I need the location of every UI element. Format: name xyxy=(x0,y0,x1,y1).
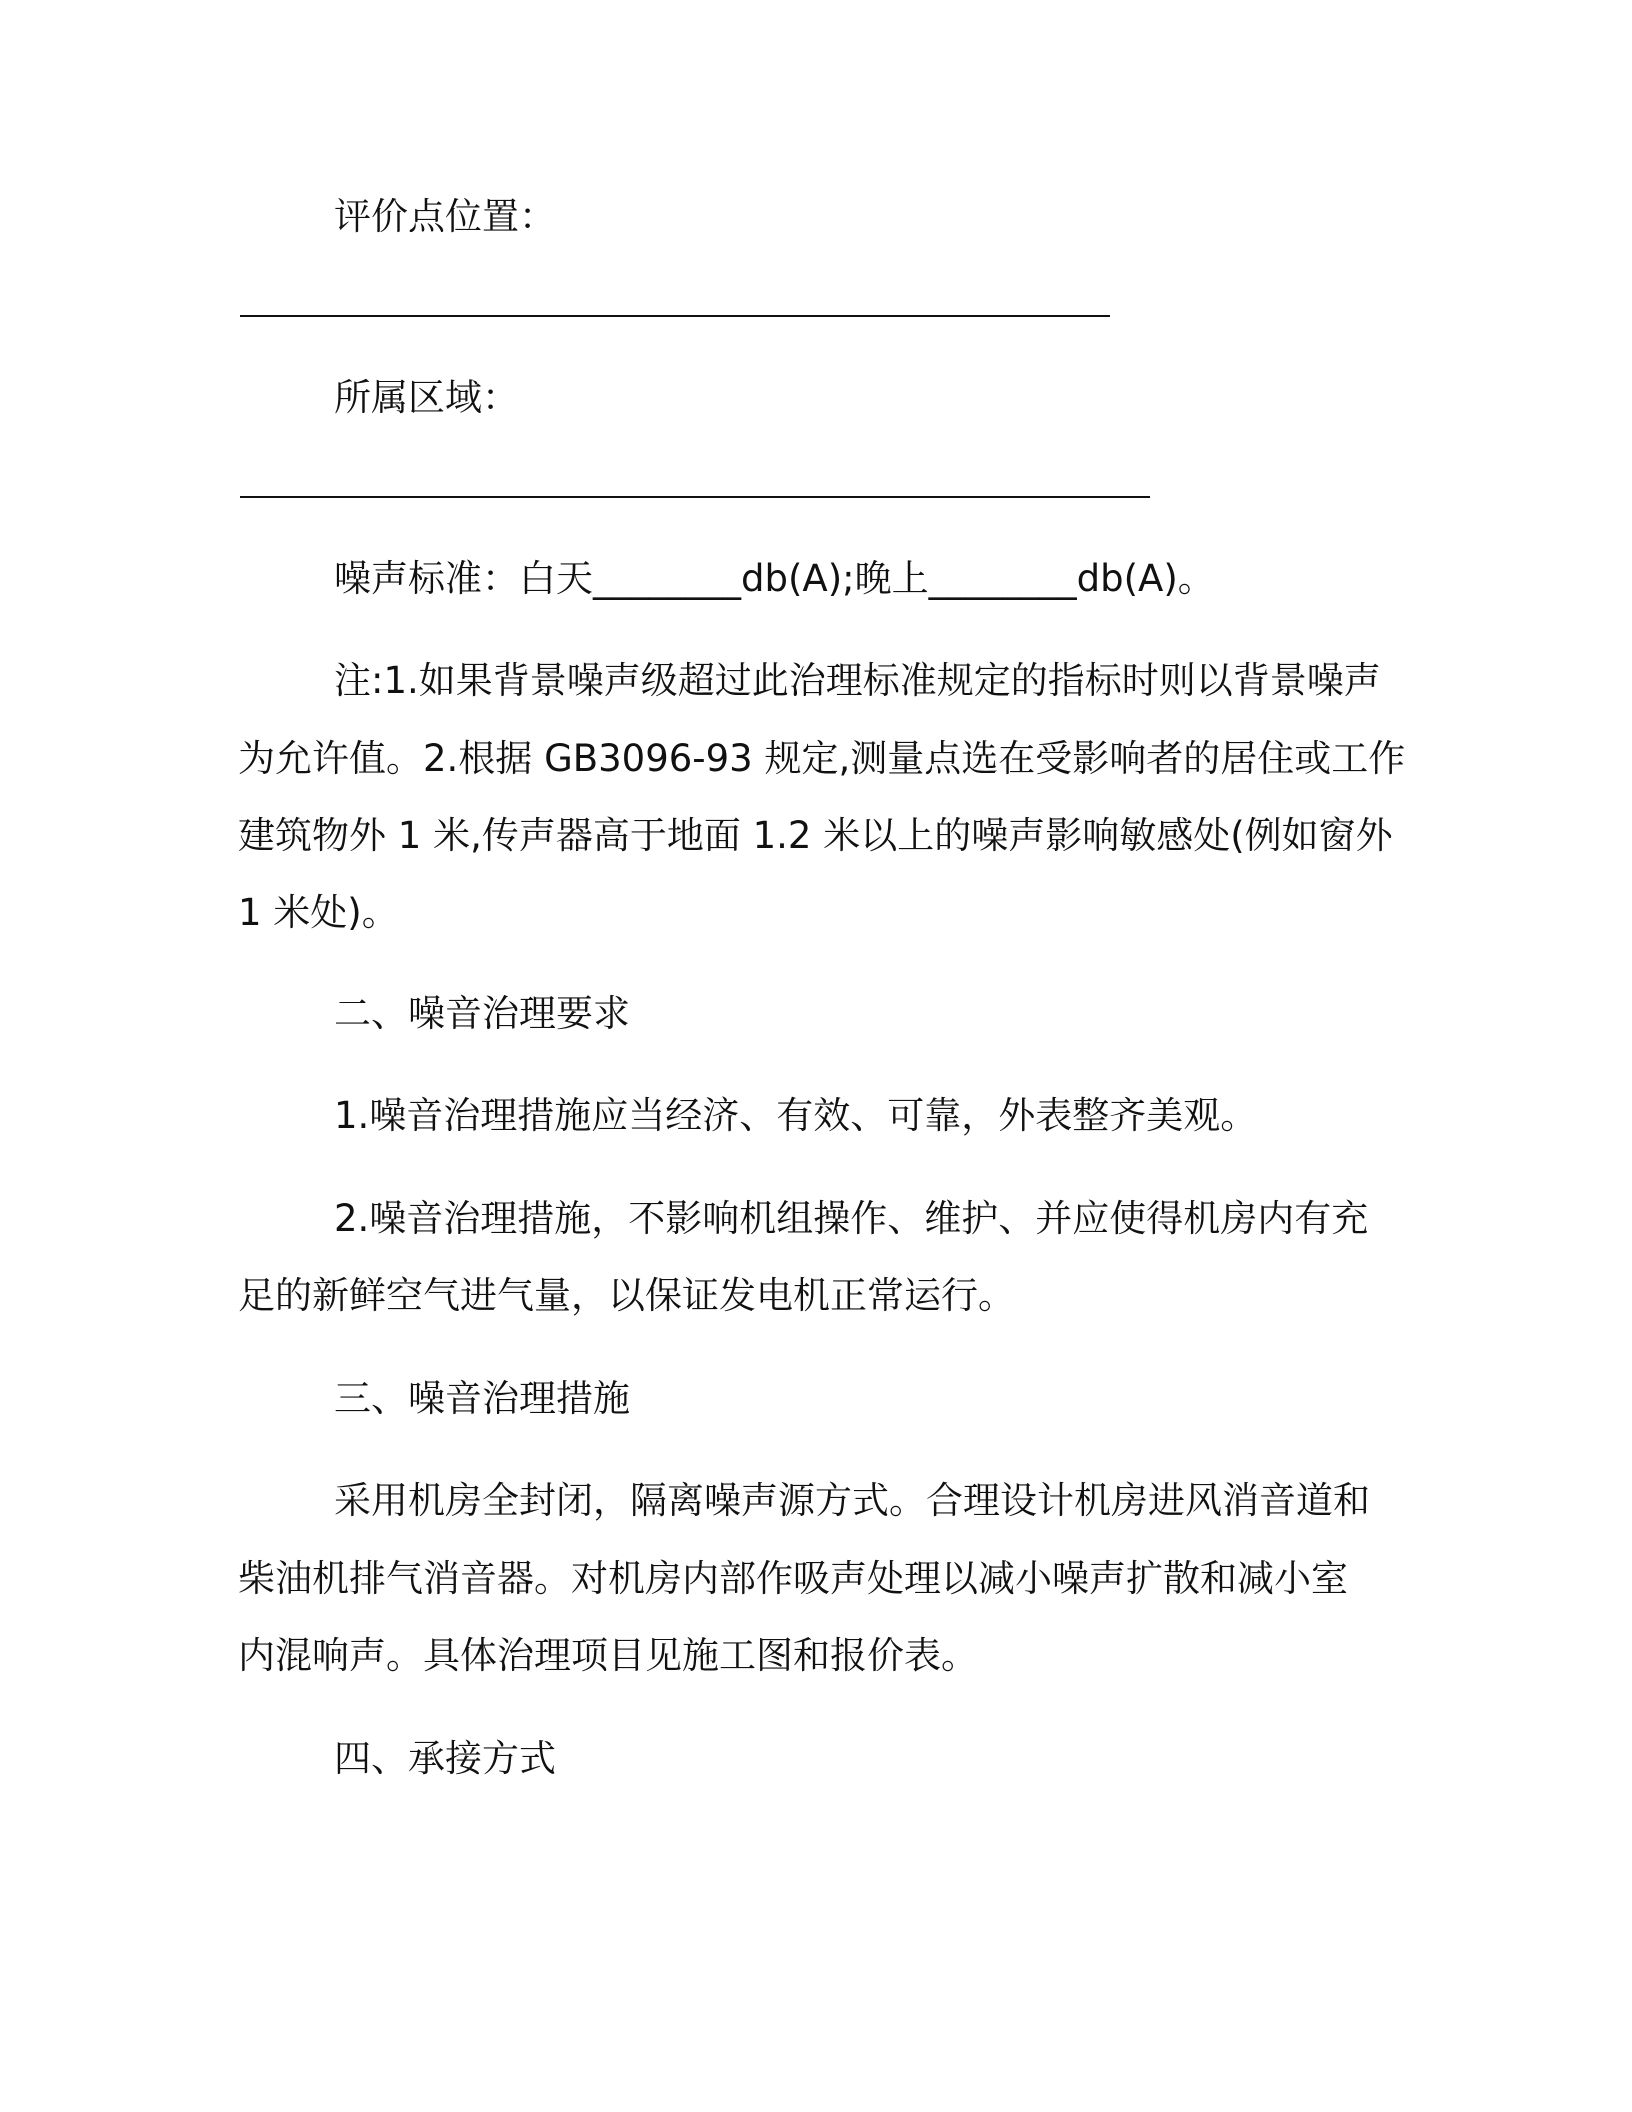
section-2-heading: 二、噪音治理要求 xyxy=(334,992,630,1035)
area-label: 所属区域： xyxy=(334,376,519,419)
note-line-2: 为允许值。2.根据 GB3096-93 规定,测量点选在受影响者的居住或工作 xyxy=(238,737,1406,780)
requirement-2-line-1: 2.噪音治理措施，不影响机组操作、维护、并应使得机房内有充 xyxy=(334,1197,1369,1240)
noise-standard: 噪声标准：白天________db(A);晚上________db(A)。 xyxy=(334,557,1215,600)
note-line-4: 1 米处)。 xyxy=(238,891,399,934)
measures-line-1: 采用机房全封闭，隔离噪声源方式。合理设计机房进风消音道和 xyxy=(334,1479,1370,1522)
note-line-1: 注:1.如果背景噪声级超过此治理标准规定的指标时则以背景噪声 xyxy=(334,659,1381,702)
note-line-3: 建筑物外 1 米,传声器高于地面 1.2 米以上的噪声影响敏感处(例如窗外 xyxy=(238,814,1393,857)
area-blank-line xyxy=(240,496,1150,498)
requirement-2-line-2: 足的新鲜空气进气量，以保证发电机正常运行。 xyxy=(238,1274,1015,1317)
section-3-heading: 三、噪音治理措施 xyxy=(334,1377,630,1420)
section-4-heading: 四、承接方式 xyxy=(334,1737,556,1780)
eval-point-blank-line xyxy=(240,315,1110,317)
measures-line-2: 柴油机排气消音器。对机房内部作吸声处理以减小噪声扩散和减小室 xyxy=(238,1557,1348,1600)
eval-point-label: 评价点位置： xyxy=(334,195,556,238)
requirement-1: 1.噪音治理措施应当经济、有效、可靠，外表整齐美观。 xyxy=(334,1094,1258,1137)
measures-line-3: 内混响声。具体治理项目见施工图和报价表。 xyxy=(238,1634,978,1677)
